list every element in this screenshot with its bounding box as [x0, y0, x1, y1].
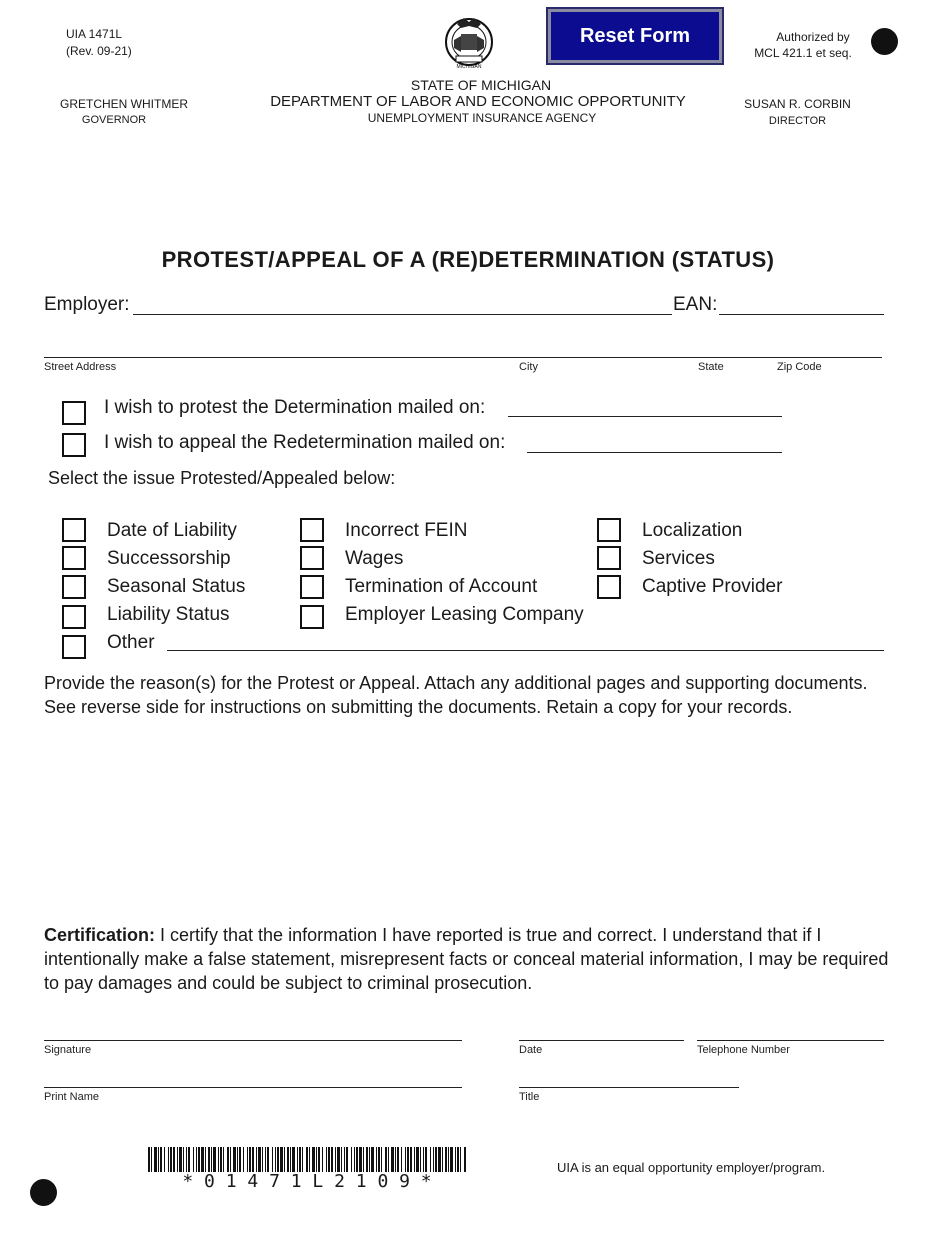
- issue-label: Incorrect FEIN: [345, 520, 468, 541]
- barcode-bar: [168, 1147, 169, 1172]
- barcode-bar: [265, 1147, 266, 1172]
- barcode-bar: [252, 1147, 254, 1172]
- barcode-bar: [299, 1147, 301, 1172]
- barcode-bar: [267, 1147, 269, 1172]
- barcode-bar: [351, 1147, 352, 1172]
- governor-title: GOVERNOR: [81, 114, 147, 126]
- street-address-label: Street Address: [44, 361, 117, 373]
- barcode-bar: [160, 1147, 162, 1172]
- issue-label: Other: [107, 632, 155, 653]
- barcode-bar: [247, 1147, 248, 1172]
- barcode-bar: [233, 1147, 236, 1172]
- barcode-bar: [423, 1147, 424, 1172]
- authorized-by: Authorized by: [776, 30, 850, 44]
- authority-citation: MCL 421.1 et seq.: [754, 46, 852, 60]
- barcode-bar: [188, 1147, 190, 1172]
- barcode-bar: [287, 1147, 289, 1172]
- barcode-bar: [186, 1147, 187, 1172]
- issue-label: Liability Status: [107, 604, 230, 625]
- barcode-bar: [193, 1147, 194, 1172]
- barcode-bar: [290, 1147, 291, 1172]
- reason-textarea[interactable]: [44, 748, 884, 898]
- barcode-bar: [201, 1147, 204, 1172]
- barcode-bar: [337, 1147, 340, 1172]
- barcode-bar: [256, 1147, 257, 1172]
- barcode-bar: [258, 1147, 261, 1172]
- barcode-bar: [457, 1147, 459, 1172]
- issue-prompt: Select the issue Protested/Appealed below:: [48, 468, 396, 488]
- barcode-text: * 0 1 4 7 1 L 2 1 0 9 *: [182, 1171, 432, 1192]
- print-name-input[interactable]: [44, 1087, 462, 1088]
- issue-label: Successorship: [107, 548, 231, 569]
- telephone-label: Telephone Number: [697, 1044, 790, 1056]
- form-title: PROTEST/APPEAL OF A (RE)DETERMINATION (STATUS): [161, 247, 775, 272]
- barcode-bar: [316, 1147, 317, 1172]
- issue-checkbox-services[interactable]: [597, 546, 621, 570]
- issue-checkbox-localization[interactable]: [597, 518, 621, 542]
- date-label: Date: [519, 1044, 543, 1056]
- barcode-bar: [220, 1147, 222, 1172]
- barcode-bar: [243, 1147, 244, 1172]
- title-input[interactable]: [519, 1087, 739, 1088]
- barcode-bar: [183, 1147, 184, 1172]
- barcode-bar: [416, 1147, 419, 1172]
- governor-name: GRETCHEN WHITMER: [60, 97, 188, 111]
- barcode-bar: [335, 1147, 336, 1172]
- barcode-bar: [395, 1147, 396, 1172]
- employer-label: Employer:: [44, 294, 130, 315]
- barcode-bar: [177, 1147, 178, 1172]
- barcode-bar: [208, 1147, 210, 1172]
- barcode-bar: [331, 1147, 333, 1172]
- barcode-bar: [164, 1147, 165, 1172]
- barcode-bar: [381, 1147, 382, 1172]
- issue-label: Localization: [642, 520, 743, 541]
- ean-label: EAN:: [673, 294, 718, 315]
- barcode-bar: [309, 1147, 310, 1172]
- barcode-bar: [213, 1147, 216, 1172]
- barcode-bar: [369, 1147, 370, 1172]
- issue-label: Seasonal Status: [107, 576, 246, 597]
- barcode-bar: [401, 1147, 402, 1172]
- barcode-bar: [318, 1147, 320, 1172]
- signature-label: Signature: [44, 1044, 92, 1056]
- issue-checkbox-seasonal-status[interactable]: [62, 575, 86, 599]
- barcode-bar: [230, 1147, 231, 1172]
- barcode-bar: [346, 1147, 348, 1172]
- barcode-bar: [198, 1147, 200, 1172]
- barcode-bar: [445, 1147, 447, 1172]
- barcode-bar: [356, 1147, 358, 1172]
- barcode: [148, 1147, 466, 1172]
- barcode-bar: [359, 1147, 362, 1172]
- barcode-bar: [223, 1147, 224, 1172]
- barcode-bar: [371, 1147, 374, 1172]
- certification-label: Certification:: [44, 925, 156, 945]
- appeal-date-input[interactable]: [527, 452, 782, 453]
- other-issue-input[interactable]: [167, 650, 884, 651]
- barcode-bar: [302, 1147, 303, 1172]
- barcode-bar: [430, 1147, 431, 1172]
- barcode-bar: [397, 1147, 399, 1172]
- barcode-bar: [227, 1147, 229, 1172]
- ean-input[interactable]: [719, 314, 884, 315]
- reset-form-button[interactable]: Reset Form: [548, 9, 722, 63]
- barcode-bar: [376, 1147, 377, 1172]
- reason-instructions: Provide the reason(s) for the Protest or Appeal. Attach any additional pages and supporting documents. See reverse side for instructions on submitting the documents. Retain a copy for your records.: [44, 673, 868, 717]
- barcode-bar: [275, 1147, 276, 1172]
- barcode-bar: [280, 1147, 283, 1172]
- barcode-bar: [433, 1147, 434, 1172]
- state-name: STATE OF MICHIGAN: [410, 77, 552, 93]
- barcode-bar: [292, 1147, 295, 1172]
- form-revision: (Rev. 09-21): [66, 44, 132, 58]
- protest-checkbox[interactable]: [62, 401, 86, 425]
- barcode-bar: [425, 1147, 427, 1172]
- protest-date-input[interactable]: [508, 416, 782, 417]
- city-label: City: [519, 361, 538, 373]
- issue-checkbox-date-of-liability[interactable]: [62, 518, 86, 542]
- title-label: Title: [519, 1091, 540, 1103]
- barcode-bar: [297, 1147, 298, 1172]
- issue-checkbox-wages[interactable]: [300, 546, 324, 570]
- issue-checkbox-employer-leasing-company[interactable]: [300, 605, 324, 629]
- barcode-bar: [414, 1147, 415, 1172]
- issue-label: Termination of Account: [345, 576, 538, 597]
- address-input[interactable]: [44, 357, 882, 358]
- barcode-bar: [455, 1147, 456, 1172]
- issue-label: Captive Provider: [642, 576, 783, 597]
- issue-checkbox-other[interactable]: [62, 635, 86, 659]
- appeal-label: I wish to appeal the Redetermination mailed on:: [104, 432, 506, 453]
- barcode-bar: [420, 1147, 421, 1172]
- barcode-bar: [344, 1147, 345, 1172]
- barcode-bar: [366, 1147, 368, 1172]
- barcode-bar: [438, 1147, 441, 1172]
- barcode-bar: [249, 1147, 251, 1172]
- print-name-label: Print Name: [44, 1091, 100, 1103]
- barcode-bar: [385, 1147, 387, 1172]
- barcode-bar: [378, 1147, 380, 1172]
- department-name: DEPARTMENT OF LABOR AND ECONOMIC OPPORTUNITY: [270, 93, 686, 110]
- barcode-bar: [388, 1147, 389, 1172]
- barcode-bar: [326, 1147, 327, 1172]
- barcode-bar: [154, 1147, 157, 1172]
- registration-mark: [871, 28, 898, 55]
- certification-statement: [44, 923, 902, 995]
- barcode-bar: [205, 1147, 206, 1172]
- barcode-bar: [322, 1147, 323, 1172]
- state-label: State: [698, 361, 724, 373]
- certification-text: I certify that the information I have reported is true and correct. I understand that if I intentionally make a false statement, misrepresent facts or conceal material information, I may be required to pay damages and could be subject to criminal prosecution.: [44, 925, 889, 993]
- form-number: UIA 1471L: [66, 27, 123, 41]
- registration-mark: [30, 1179, 57, 1206]
- barcode-bar: [218, 1147, 219, 1172]
- barcode-bar: [170, 1147, 172, 1172]
- barcode-bar: [284, 1147, 285, 1172]
- barcode-bar: [442, 1147, 443, 1172]
- barcode-bar: [354, 1147, 355, 1172]
- barcode-bar: [211, 1147, 212, 1172]
- barcode-bar: [173, 1147, 175, 1172]
- barcode-bar: [277, 1147, 279, 1172]
- director-title: DIRECTOR: [768, 115, 827, 127]
- zip-code-label: Zip Code: [777, 361, 822, 373]
- barcode-bar: [410, 1147, 412, 1172]
- agency-name: UNEMPLOYMENT INSURANCE AGENCY: [367, 111, 597, 125]
- barcode-bar: [391, 1147, 394, 1172]
- issue-checkbox-successorship[interactable]: [62, 546, 86, 570]
- issue-label: Date of Liability: [107, 520, 237, 541]
- barcode-bar: [448, 1147, 449, 1172]
- barcode-bar: [450, 1147, 453, 1172]
- employer-input[interactable]: [133, 314, 672, 315]
- barcode-bar: [262, 1147, 263, 1172]
- telephone-input[interactable]: [697, 1040, 884, 1041]
- barcode-bar: [328, 1147, 330, 1172]
- barcode-bar: [272, 1147, 273, 1172]
- issue-checkbox-liability-status[interactable]: [62, 605, 86, 629]
- issue-checkbox-incorrect-fein[interactable]: [300, 518, 324, 542]
- barcode-bar: [407, 1147, 409, 1172]
- barcode-bar: [237, 1147, 238, 1172]
- barcode-bar: [435, 1147, 437, 1172]
- protest-label: I wish to protest the Determination mailed on:: [104, 397, 486, 418]
- barcode-bar: [151, 1147, 152, 1172]
- barcode-bar: [306, 1147, 308, 1172]
- appeal-checkbox[interactable]: [62, 433, 86, 457]
- signature-input[interactable]: [44, 1040, 462, 1041]
- barcode-bar: [312, 1147, 315, 1172]
- barcode-bar: [363, 1147, 364, 1172]
- equal-opportunity-notice: UIA is an equal opportunity employer/program.: [557, 1160, 826, 1175]
- barcode-bar: [341, 1147, 342, 1172]
- barcode-bar: [239, 1147, 241, 1172]
- barcode-bar: [196, 1147, 197, 1172]
- issue-checkbox-captive-provider[interactable]: [597, 575, 621, 599]
- issue-checkbox-termination-of-account[interactable]: [300, 575, 324, 599]
- barcode-bar: [405, 1147, 406, 1172]
- barcode-bar: [460, 1147, 461, 1172]
- issue-label: Wages: [345, 548, 404, 569]
- barcode-bar: [179, 1147, 182, 1172]
- issue-label: Services: [642, 548, 715, 569]
- michigan-seal: [442, 12, 496, 72]
- date-input[interactable]: [519, 1040, 684, 1041]
- seal-text: MICHIGAN: [456, 64, 482, 70]
- issue-label: Employer Leasing Company: [345, 604, 584, 625]
- barcode-bar: [464, 1147, 466, 1172]
- barcode-bar: [148, 1147, 150, 1172]
- director-name: SUSAN R. CORBIN: [744, 97, 851, 111]
- barcode-bar: [158, 1147, 159, 1172]
